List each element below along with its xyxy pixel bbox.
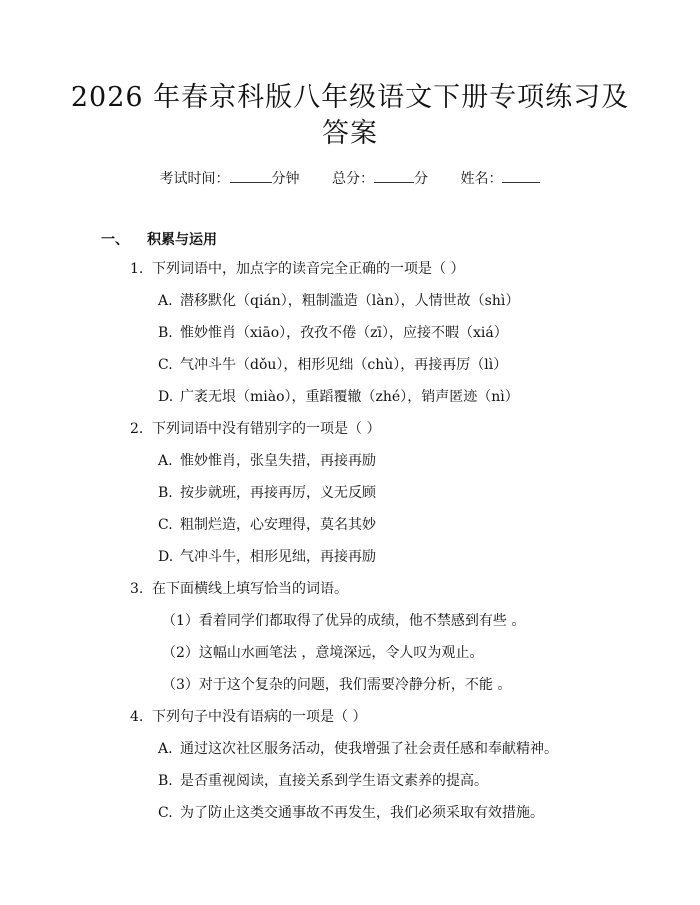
score-blank[interactable] <box>374 170 414 183</box>
exam-time <box>160 168 300 188</box>
option-text: 为了防止这类交通事故不再发生，我们必须采取有效措施。 <box>180 805 544 821</box>
title-line-1: 2026 年春京科版八年级语文下册专项练习及 <box>70 82 630 113</box>
option-text: 惟妙惟肖（xiāo），孜孜不倦（zī），应接不暇（xiá） <box>180 325 508 341</box>
option-text: 按步就班，再接再厉，义无反顾 <box>180 485 376 501</box>
question-text: 下列词语中，加点字的读音完全正确的一项是（ ） <box>152 261 465 277</box>
option-1d[interactable] <box>158 387 519 407</box>
option-text: 通过这次社区服务活动，使我增强了社会责任感和奉献精神。 <box>180 741 558 757</box>
option-text: 惟妙惟肖，张皇失措，再接再励 <box>180 453 376 469</box>
question-3 <box>130 579 348 599</box>
option-letter: D. <box>158 389 174 405</box>
option-2c[interactable] <box>158 515 376 535</box>
name-label: 姓名： <box>460 171 503 187</box>
option-text: 潜移默化（qián），粗制滥造（làn），人情世故（shì） <box>180 293 520 309</box>
title-line-2: 答案 <box>322 118 378 149</box>
option-letter: C. <box>158 805 173 821</box>
option-text: 粗制烂造，心安理得，莫名其妙 <box>180 517 376 533</box>
question-number: 4. <box>130 709 144 725</box>
fill-blank-3[interactable] <box>162 675 511 695</box>
time-blank[interactable] <box>230 170 272 183</box>
exam-name <box>460 168 540 188</box>
fill-blank-2[interactable] <box>162 643 483 663</box>
option-2b[interactable] <box>158 483 376 503</box>
question-1 <box>130 259 464 279</box>
option-letter: D. <box>158 549 174 565</box>
sub-question-text: （2）这幅山水画笔法 ，意境深远，令人叹为观止。 <box>162 645 484 661</box>
score-unit: 分 <box>414 171 428 187</box>
question-text: 在下面横线上填写恰当的词语。 <box>152 581 348 597</box>
option-letter: A. <box>158 741 173 757</box>
question-text: 下列句子中没有语病的一项是（ ） <box>152 709 367 725</box>
option-text: 是否重视阅读，直接关系到学生语文素养的提高。 <box>180 773 488 789</box>
section-heading <box>101 229 217 249</box>
option-letter: C. <box>158 357 173 373</box>
option-4c[interactable] <box>158 803 544 823</box>
sub-question-text: （1）看着同学们都取得了优异的成绩，他不禁感到有些 。 <box>162 613 526 629</box>
question-4 <box>130 707 366 727</box>
time-label: 考试时间： <box>159 171 230 187</box>
question-number: 2. <box>130 421 144 437</box>
time-unit: 分钟 <box>271 171 300 187</box>
option-letter: A. <box>158 293 173 309</box>
score-label: 总分： <box>332 171 374 187</box>
option-1b[interactable] <box>158 323 508 343</box>
section-number: 一、 <box>101 232 129 248</box>
sub-question-text: （3）对于这个复杂的问题，我们需要冷静分析，不能 。 <box>162 677 512 693</box>
option-letter: C. <box>158 517 173 533</box>
section-title: 积累与运用 <box>147 232 217 248</box>
option-text: 气冲斗牛（dǒu），相形见绌（chù），再接再厉（lì） <box>180 357 508 373</box>
option-4a[interactable] <box>158 739 558 759</box>
option-2a[interactable] <box>158 451 376 471</box>
page-title <box>0 80 700 152</box>
option-1c[interactable] <box>158 355 507 375</box>
exam-score <box>332 168 428 188</box>
option-4b[interactable] <box>158 771 488 791</box>
exam-meta <box>0 168 700 188</box>
option-letter: A. <box>158 453 173 469</box>
option-1a[interactable] <box>158 291 519 311</box>
question-number: 3. <box>130 581 144 597</box>
question-number: 1. <box>130 261 144 277</box>
option-letter: B. <box>158 773 173 789</box>
option-2d[interactable] <box>158 547 376 567</box>
question-2 <box>130 419 380 439</box>
name-blank[interactable] <box>502 170 540 183</box>
option-letter: B. <box>158 325 173 341</box>
option-text: 广袤无垠（miào），重蹈覆辙（zhé），销声匿迹（nì） <box>180 389 519 405</box>
question-text: 下列词语中没有错别字的一项是（ ） <box>152 421 381 437</box>
option-letter: B. <box>158 485 173 501</box>
option-text: 气冲斗牛，相形见绌，再接再励 <box>180 549 376 565</box>
fill-blank-1[interactable] <box>162 611 525 631</box>
